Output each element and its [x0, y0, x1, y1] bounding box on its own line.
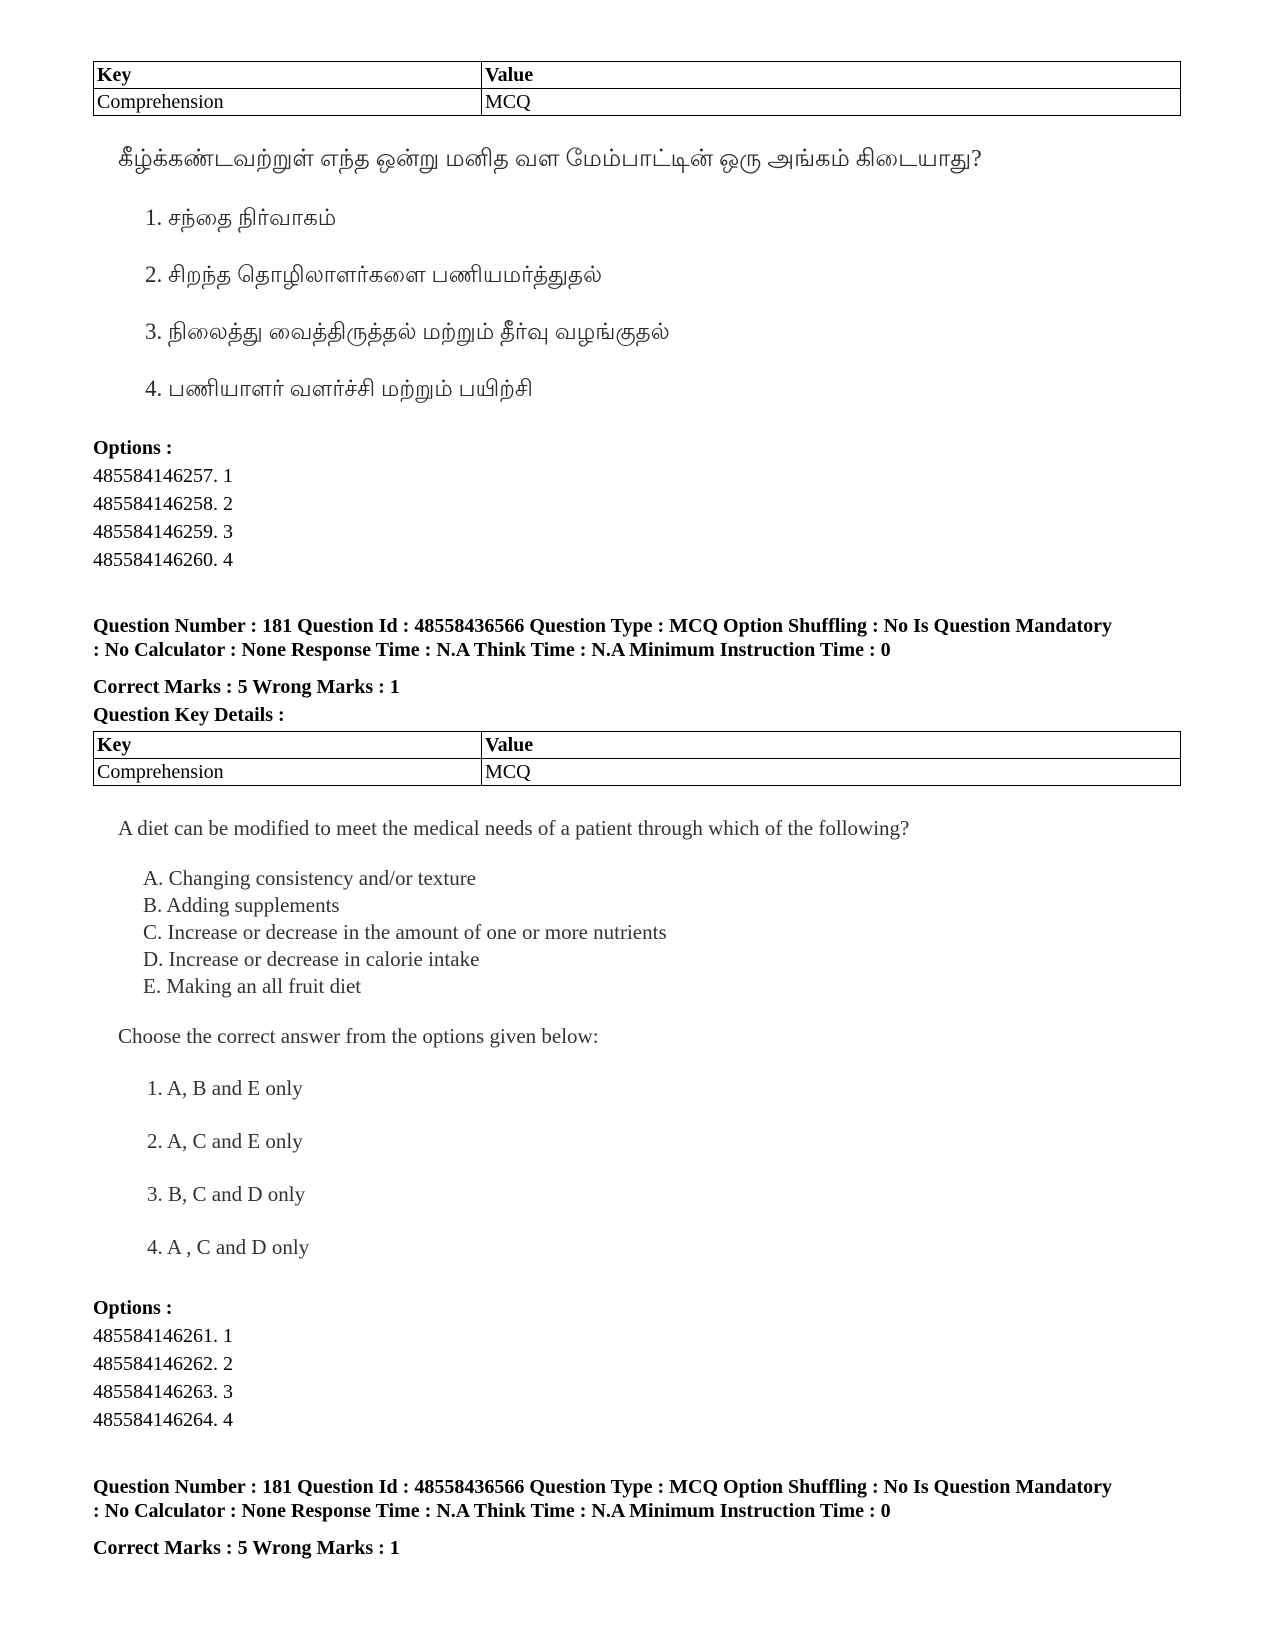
- instruction-text: Choose the correct answer from the options given below:: [118, 1024, 599, 1048]
- table-header-row: [94, 732, 1181, 759]
- table-header-value: Value: [482, 732, 1181, 759]
- options-label: Options :: [93, 437, 173, 459]
- question-meta-line-2: : No Calculator : None Response Time : N.A Think Time : N.A Minimum Instruction Time : 0: [93, 1500, 891, 1522]
- marks-line: Correct Marks : 5 Wrong Marks : 1: [93, 1537, 400, 1559]
- table-row: [94, 759, 1181, 786]
- table-cell-key: Comprehension: [94, 89, 482, 116]
- table-cell-key: Comprehension: [94, 759, 482, 786]
- question-meta-line-2: : No Calculator : None Response Time : N.A Think Time : N.A Minimum Instruction Time : 0: [93, 639, 891, 661]
- table-header-row: [94, 62, 1181, 89]
- option-line: 485584146262. 2: [93, 1353, 233, 1375]
- question-meta-line-1: Question Number : 181 Question Id : 48558436566 Question Type : MCQ Option Shuffling : No Is Question Mandatory: [93, 1476, 1112, 1498]
- question-meta: [93, 614, 1193, 662]
- table-header-value: Value: [482, 62, 1181, 89]
- option-line: 485584146261. 1: [93, 1325, 233, 1347]
- question-meta: [93, 1475, 1193, 1523]
- option-line: 485584146263. 3: [93, 1381, 233, 1403]
- table-row: [94, 89, 1181, 116]
- option-line: 485584146257. 1: [93, 465, 233, 487]
- options-label: Options :: [93, 1297, 173, 1319]
- statement-item: D. Increase or decrease in calorie intake: [143, 947, 480, 971]
- statement-item: B. Adding supplements: [143, 893, 340, 917]
- statement-item: A. Changing consistency and/or texture: [143, 866, 477, 890]
- choice-item: 3. நிலைத்து வைத்திருத்தல் மற்றும் தீர்வு வழங்குதல்: [145, 319, 670, 344]
- table-cell-value: MCQ: [482, 759, 1181, 786]
- statement-item: C. Increase or decrease in the amount of one or more nutrients: [143, 920, 667, 944]
- key-details-label: Question Key Details :: [93, 704, 285, 726]
- question-meta-line-1: Question Number : 181 Question Id : 48558436566 Question Type : MCQ Option Shuffling : No Is Question Mandatory: [93, 615, 1112, 637]
- choice-item: 3. B, C and D only: [147, 1182, 306, 1206]
- choice-item: 2. சிறந்த தொழிலாளர்களை பணியமர்த்துதல்: [145, 262, 603, 287]
- statement-item: E. Making an all fruit diet: [143, 974, 362, 998]
- question-key-table: [93, 61, 1181, 116]
- table-cell-value: MCQ: [482, 89, 1181, 116]
- choice-item: 4. A , C and D only: [147, 1235, 310, 1259]
- question-text: கீழ்க்கண்டவற்றுள் எந்த ஒன்று மனித வள மேம்பாட்டின் ஒரு அங்கம் கிடையாது?: [118, 146, 982, 172]
- option-line: 485584146264. 4: [93, 1409, 233, 1431]
- choice-item: 2. A, C and E only: [147, 1129, 303, 1153]
- choice-item: 1. A, B and E only: [147, 1076, 303, 1100]
- choice-item: 1. சந்தை நிர்வாகம்: [145, 205, 337, 230]
- choice-item: 4. பணியாளர் வளர்ச்சி மற்றும் பயிற்சி: [145, 376, 533, 401]
- question-text: A diet can be modified to meet the medical needs of a patient through which of the following?: [118, 816, 910, 840]
- option-line: 485584146259. 3: [93, 521, 233, 543]
- table-header-key: Key: [94, 732, 482, 759]
- option-line: 485584146258. 2: [93, 493, 233, 515]
- question-key-table: [93, 731, 1181, 786]
- marks-line: Correct Marks : 5 Wrong Marks : 1: [93, 676, 400, 698]
- table-header-key: Key: [94, 62, 482, 89]
- option-line: 485584146260. 4: [93, 549, 233, 571]
